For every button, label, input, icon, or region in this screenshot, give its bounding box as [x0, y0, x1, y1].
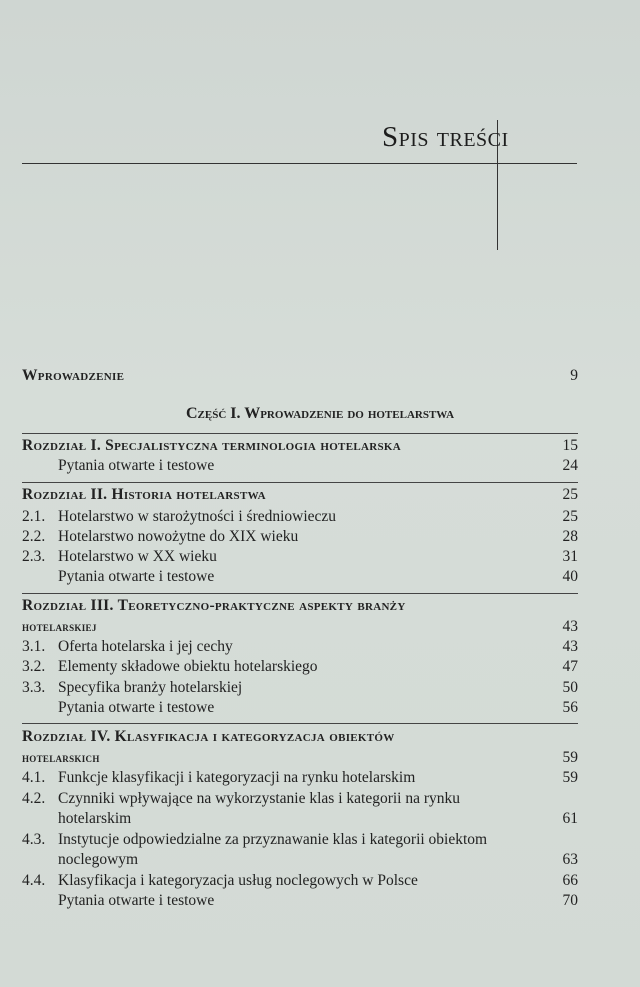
- section-title: Czynniki wpływające na wykorzystanie klas i kategorii na rynku: [58, 790, 461, 807]
- toc-page-number: 70: [562, 892, 578, 909]
- toc-page-number: 28: [562, 528, 578, 545]
- toc-page-number: 9: [570, 367, 578, 384]
- toc-entry-intro: [22, 366, 578, 386]
- section-title-continued: noclegowym: [58, 851, 139, 868]
- chapter-title: Rozdział IV. Klasyfikacja i kategoryzacja obiektów: [22, 728, 395, 745]
- toc-entry-label: Pytania otwarte i testowe: [58, 699, 215, 716]
- toc-chapter-4: [22, 727, 578, 747]
- toc-page-number: 56: [562, 699, 578, 716]
- part-heading: Część I. Wprowadzenie do hotelarstwa: [185, 405, 455, 422]
- toc-page-number: 63: [562, 851, 578, 868]
- section-number: 2.3.: [22, 548, 46, 565]
- section-number: 4.3.: [22, 831, 46, 848]
- chapter-title-continued: hotelarskiej: [22, 619, 97, 634]
- section-title: Hotelarstwo w XX wieku: [58, 548, 217, 565]
- toc-page-number: 50: [562, 679, 578, 696]
- toc-entry-label: Pytania otwarte i testowe: [58, 457, 215, 474]
- section-number: 3.2.: [22, 658, 46, 675]
- chapter-title: Rozdział III. Teoretyczno-praktyczne aspekty branży: [22, 597, 406, 614]
- toc-chapter-3-cont: [22, 617, 578, 637]
- section-title: Elementy składowe obiektu hotelarskiego: [58, 658, 318, 675]
- title-horizontal-rule: [22, 163, 577, 164]
- chapter-title-continued: hotelarskich: [22, 750, 100, 765]
- toc-entry-label: Pytania otwarte i testowe: [58, 568, 215, 585]
- toc-page-number: 15: [562, 437, 578, 454]
- toc-page-number: 59: [562, 769, 578, 786]
- divider: [22, 593, 578, 594]
- section-title-continued: hotelarskim: [58, 810, 132, 827]
- toc-page-number: 40: [562, 568, 578, 585]
- page-title: Spis treści: [382, 121, 509, 153]
- section-number: 3.3.: [22, 679, 46, 696]
- toc-page-number: 24: [562, 457, 578, 474]
- section-number: 2.2.: [22, 528, 46, 545]
- divider: [22, 433, 578, 434]
- toc-page-number: 66: [562, 872, 578, 889]
- toc-page-number: 25: [562, 486, 578, 503]
- chapter-title: Rozdział I. Specjalistyczna terminologia hotelarska: [22, 437, 401, 454]
- toc-page-number: 59: [562, 749, 578, 766]
- section-number: 4.4.: [22, 872, 46, 889]
- toc-chapter-2: [22, 485, 578, 505]
- section-title: Hotelarstwo w starożytności i średniowieczu: [58, 508, 337, 525]
- section-number: 4.1.: [22, 769, 46, 786]
- toc-chapter-4-cont: [22, 748, 578, 768]
- divider: [22, 482, 578, 483]
- chapter-title: Rozdział II. Historia hotelarstwa: [22, 486, 266, 503]
- section-number: 3.1.: [22, 638, 46, 655]
- divider: [22, 723, 578, 724]
- toc-entry-label: Wprowadzenie: [22, 367, 125, 384]
- toc-page-number: 43: [562, 618, 578, 635]
- toc-chapter-1: [22, 436, 578, 456]
- toc-page-number: 47: [562, 658, 578, 675]
- section-title: Klasyfikacja i kategoryzacja usług noclegowych w Polsce: [58, 872, 418, 889]
- toc-page-number: 25: [562, 508, 578, 525]
- toc-page-number: 61: [562, 810, 578, 827]
- section-number: 4.2.: [22, 790, 46, 807]
- toc-chapter-3: [22, 596, 578, 616]
- section-number: 2.1.: [22, 508, 46, 525]
- section-title: Funkcje klasyfikacji i kategoryzacji na rynku hotelarskim: [58, 769, 416, 786]
- section-title: Hotelarstwo nowożytne do XIX wieku: [58, 528, 299, 545]
- toc-page-number: 31: [562, 548, 578, 565]
- section-title: Specyfika branży hotelarskiej: [58, 679, 243, 696]
- toc-entry-label: Pytania otwarte i testowe: [58, 892, 215, 909]
- toc-page-number: 43: [562, 638, 578, 655]
- section-title: Oferta hotelarska i jej cechy: [58, 638, 233, 655]
- section-title: Instytucje odpowiedzialne za przyznawanie klas i kategorii obiektom: [58, 831, 488, 848]
